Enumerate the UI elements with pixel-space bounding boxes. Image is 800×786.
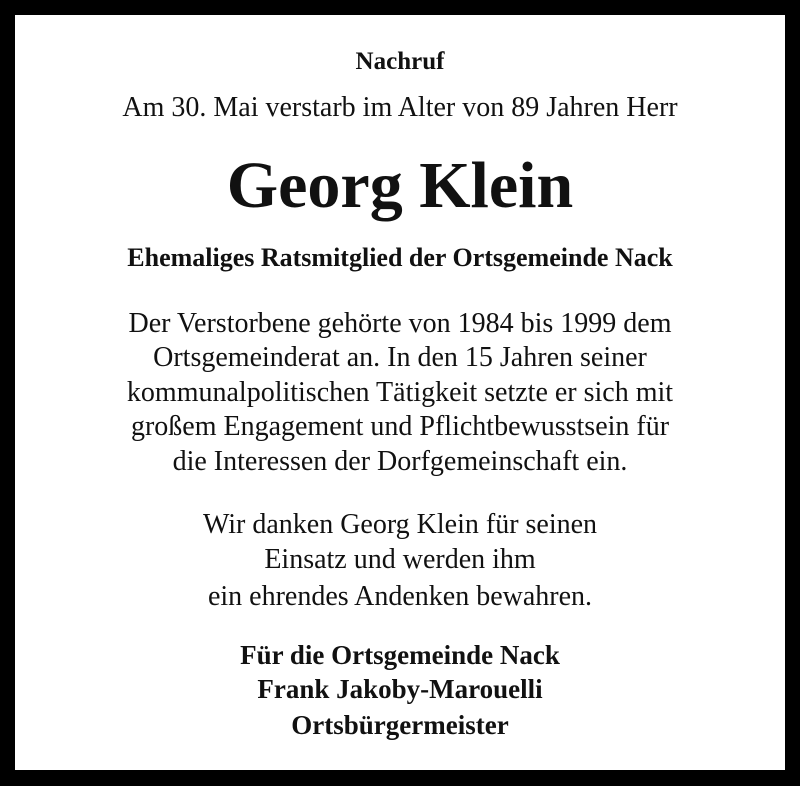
- body-line: großem Engagement und Pflichtbewusstsein für: [130, 411, 670, 442]
- body-line: Ortsgemeinderat an. In den 15 Jahren seiner: [153, 342, 647, 373]
- body-line: die Interessen der Dorfgemeinschaft ein.: [172, 446, 628, 477]
- thanks-line: Wir danken Georg Klein für seinen: [202, 509, 598, 540]
- heading: Nachruf: [355, 48, 445, 75]
- thanks-line: ein ehrendes Andenken bewahren.: [207, 581, 593, 612]
- signature-title: Ortsbürgermeister: [291, 710, 509, 740]
- signature-name: Frank Jakoby-Marouelli: [257, 674, 543, 704]
- body-line: kommunalpolitischen Tätigkeit setzte er sich mit: [126, 377, 674, 408]
- deceased-name: Georg Klein: [226, 149, 574, 222]
- intro-text: Am 30. Mai verstarb im Alter von 89 Jahren Herr: [122, 92, 678, 123]
- signature-org: Für die Ortsgemeinde Nack: [240, 640, 560, 670]
- obituary-notice: [15, 15, 785, 770]
- body-line: Der Verstorbene gehörte von 1984 bis 1999 dem: [128, 308, 672, 339]
- thanks-line: Einsatz und werden ihm: [264, 544, 536, 575]
- role-text: Ehemaliges Ratsmitglied der Ortsgemeinde Nack: [127, 243, 673, 272]
